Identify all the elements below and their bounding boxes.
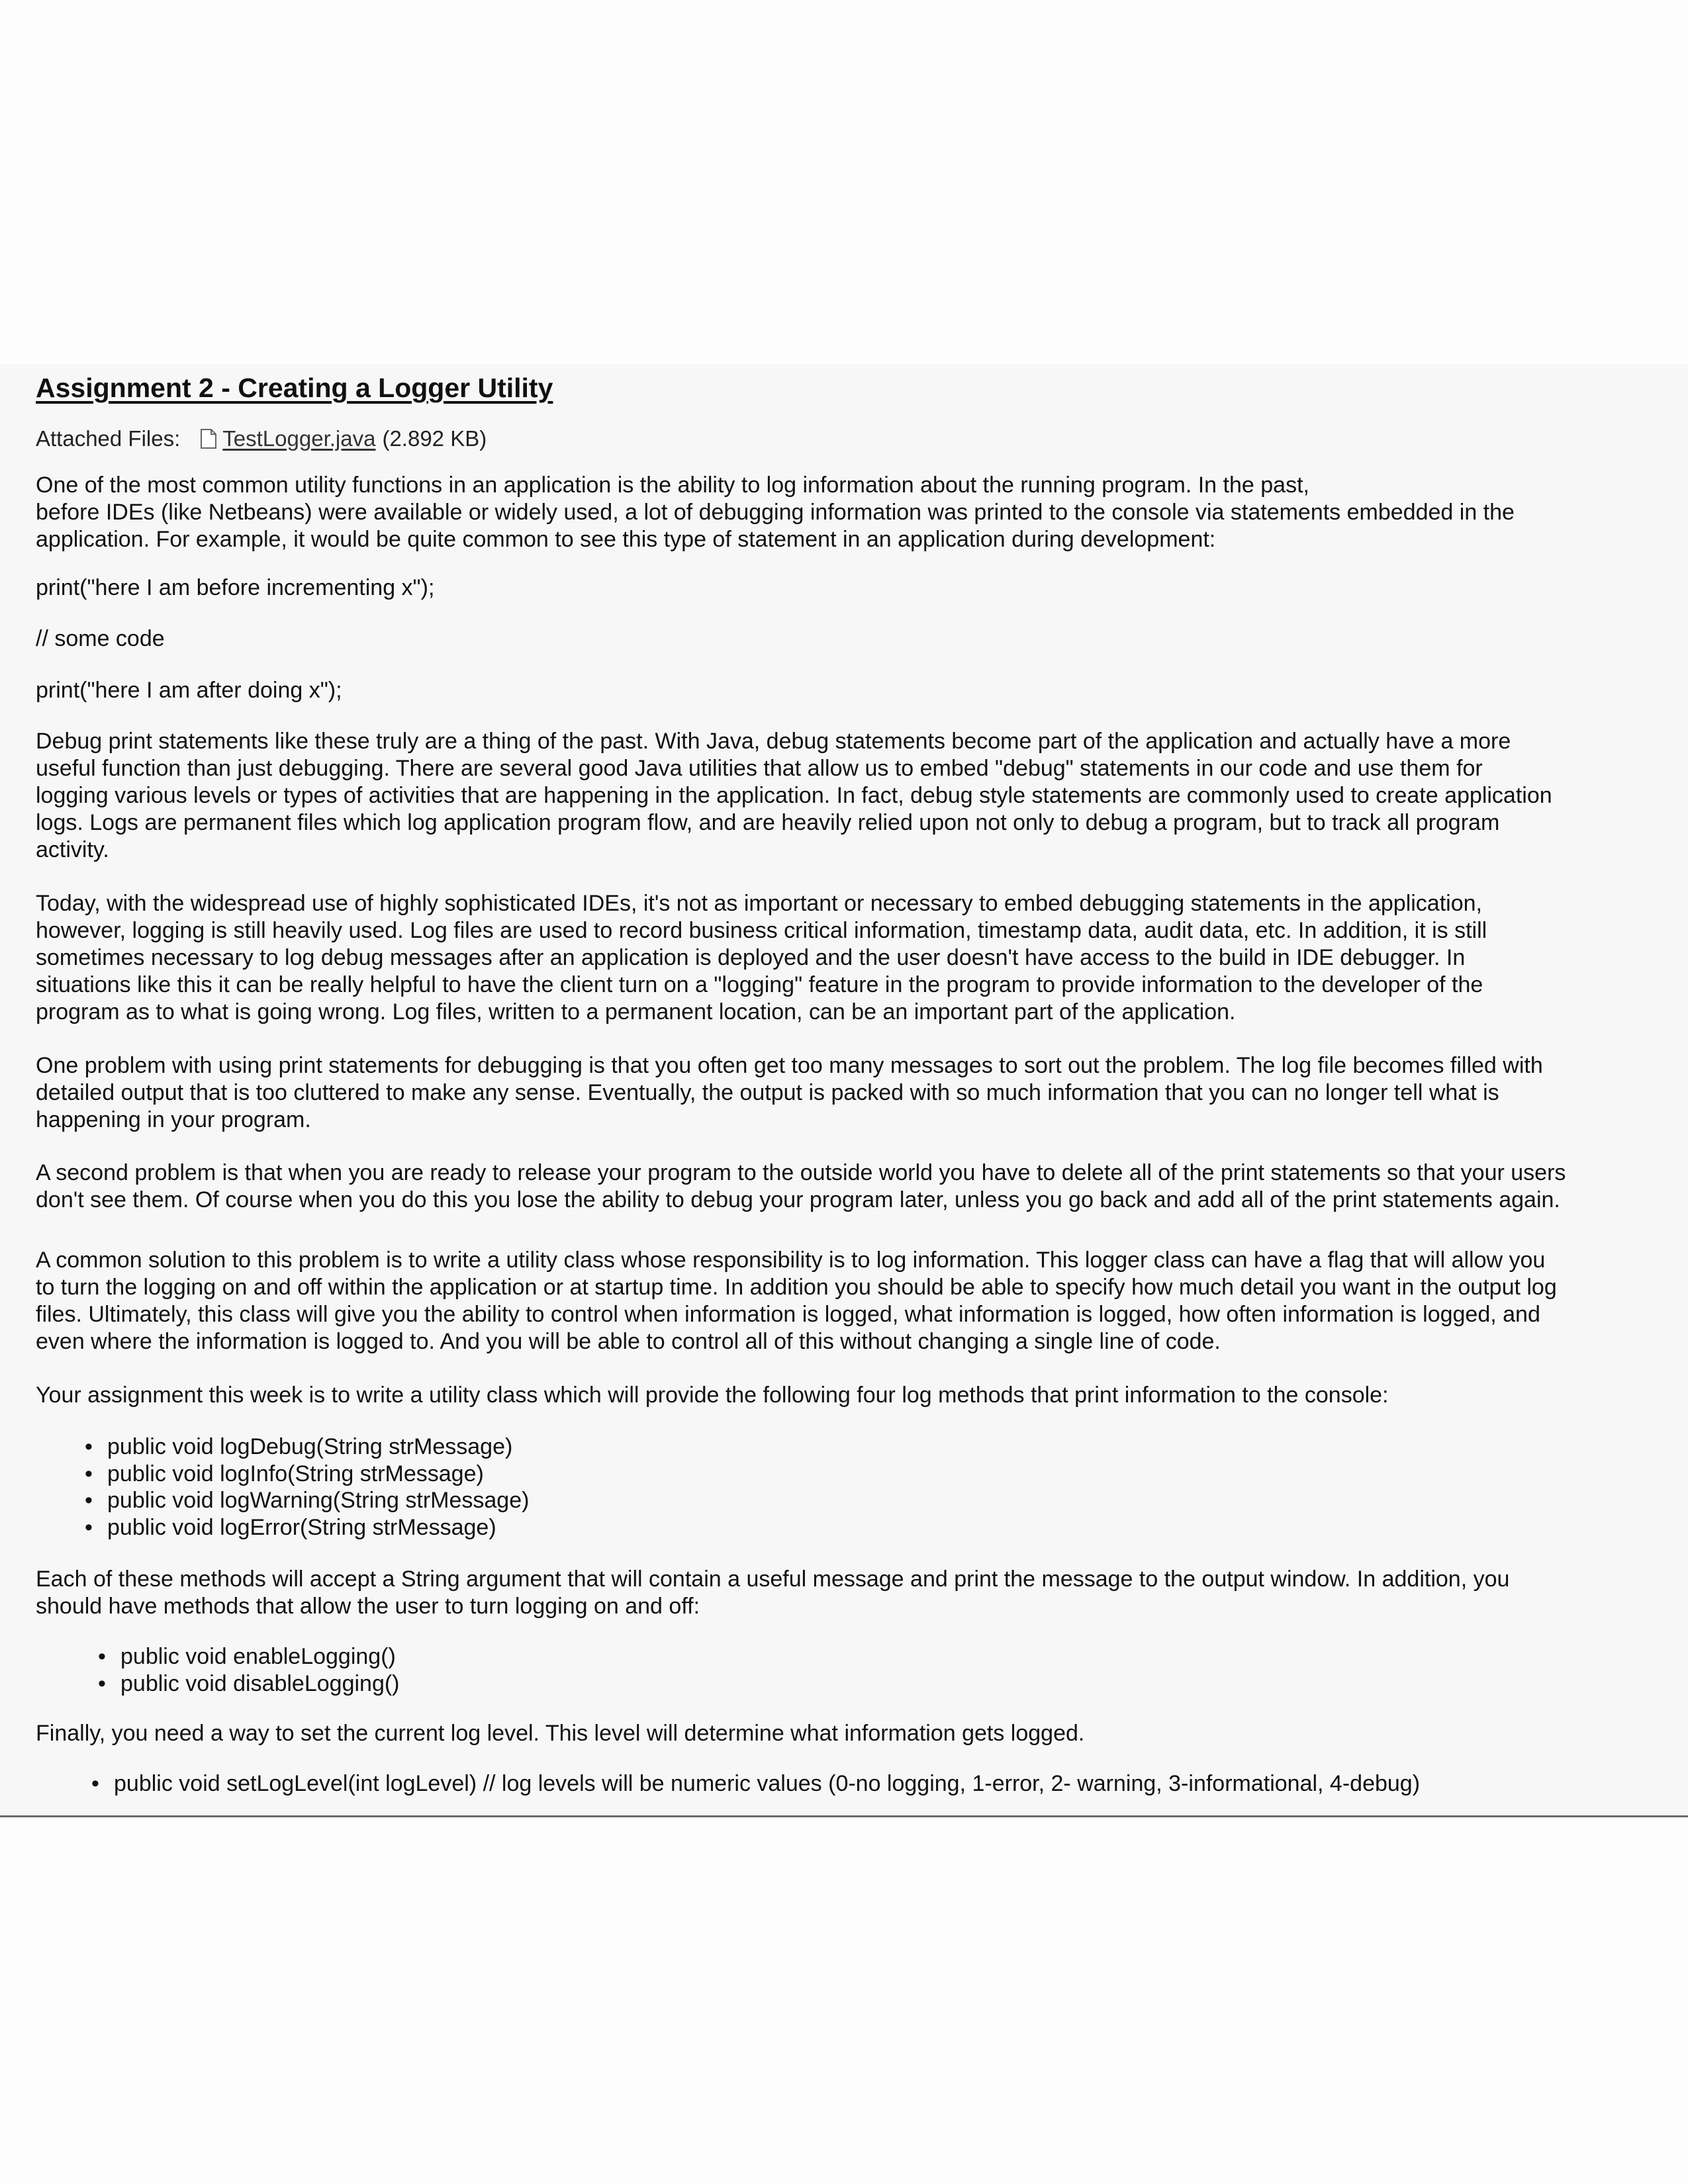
paragraph-today [36,890,1658,1026]
text-line: before IDEs (like Netbeans) were available or widely used, a lot of debugging information was printed to the console via statements embedded in the [36,500,1515,525]
text-line: sometimes necessary to log debug messages after an application is deployed and the user doesn't have access to the build in IDE debugger. In [36,945,1466,970]
toggle-methods-list [120,1643,400,1697]
text-line: One of the most common utility functions in an application is the ability to log information about the running program. In the past, [36,473,1309,498]
code-line-3: print("here I am after doing x"); [36,678,342,703]
paragraph-log-level: Finally, you need a way to set the current log level. This level will determine what information gets logged. [36,1721,1085,1746]
text-line: logs. Logs are permanent files which log application program flow, and are heavily relied upon not only to debug a program, but to track all program [36,810,1500,835]
text-line: detailed output that is too cluttered to make any sense. Eventually, the output is packed with so much information that you can no longer tell what is [36,1080,1499,1105]
text-line: Debug print statements like these truly are a thing of the past. With Java, debug statements become part of the application and actually have a more [36,729,1511,754]
text-line: program as to what is going wrong. Log files, written to a permanent location, can be an important part of the application. [36,999,1236,1024]
list-item: • public void logError(String strMessage) [107,1514,529,1541]
file-icon [200,428,217,449]
text-line: logging various levels or types of activities that are happening in the application. In fact, debug style statements are commonly used to create application [36,783,1552,808]
text-line: useful function than just debugging. There are several good Java utilities that allow us to embed "debug" statements in our code and use them for [36,756,1483,781]
text-line: should have methods that allow the user to turn logging on and off: [36,1594,700,1619]
list-item: • public void enableLogging() [120,1643,400,1670]
paragraph-debug-statements [36,728,1658,864]
text-line: Each of these methods will accept a String argument that will contain a useful message and print the message to the output window. In addition, you [36,1567,1510,1592]
text-line: happening in your program. [36,1107,311,1132]
paragraph-methods-description [36,1566,1658,1620]
log-level-methods-list [114,1770,1420,1797]
list-item: • public void logWarning(String strMessage) [107,1487,529,1514]
text-line: application. For example, it would be quite common to see this type of statement in an application during development: [36,527,1216,552]
text-line: even where the information is logged to. And you will be able to control all of this without changing a single line of code. [36,1329,1221,1354]
code-line-1: print("here I am before incrementing x"); [36,575,435,600]
log-methods-list [107,1433,529,1541]
paragraph-problem-one [36,1052,1658,1134]
text-line: Today, with the widespread use of highly sophisticated IDEs, it's not as important or necessary to embed debugging statements in the application, [36,891,1482,916]
text-line: situations like this it can be really helpful to have the client turn on a "logging" feature in the program to provide information to the developer of the [36,972,1483,997]
list-item: • public void logInfo(String strMessage) [107,1461,529,1488]
text-line: however, logging is still heavily used. Log files are used to record business critical information, timestamp data, audit data, etc. In addition, it is still [36,918,1487,943]
attached-files-label: Attached Files: [36,426,181,451]
assignment-panel [0,365,1688,1817]
attached-file-link[interactable]: TestLogger.java [222,426,376,451]
attached-file-size: (2.892 KB) [382,426,487,451]
paragraph-intro [36,472,1658,553]
paragraph-solution [36,1247,1658,1355]
paragraph-problem-two [36,1160,1658,1214]
assignment-title: Assignment 2 - Creating a Logger Utility [36,373,553,403]
text-line: One problem with using print statements for debugging is that you often get too many messages to sort out the problem. The log file becomes filled with [36,1053,1543,1078]
paragraph-assignment: Your assignment this week is to write a utility class which will provide the following four log methods that print information to the console: [36,1383,1389,1408]
list-item: • public void disableLogging() [120,1670,400,1698]
text-line: files. Ultimately, this class will give you the ability to control when information is logged, what information is logged, how often information is logged, and [36,1302,1540,1327]
code-line-2: // some code [36,626,165,651]
text-line: A common solution to this problem is to write a utility class whose responsibility is to log information. This logger class can have a flag that will allow you [36,1248,1546,1273]
text-line: A second problem is that when you are ready to release your program to the outside world you have to delete all of the print statements so that your users [36,1160,1566,1185]
attached-files [36,426,487,451]
text-line: activity. [36,837,109,862]
list-item: • public void setLogLevel(int logLevel) // log levels will be numeric values (0-no logging, 1-error, 2- warning, 3-informational, 4-debug) [114,1770,1420,1797]
text-line: don't see them. Of course when you do this you lose the ability to debug your program later, unless you go back and add all of the print statements again. [36,1187,1560,1212]
list-item: • public void logDebug(String strMessage) [107,1433,529,1461]
text-line: to turn the logging on and off within the application or at startup time. In addition you should be able to specify how much detail you want in the output log [36,1275,1557,1300]
